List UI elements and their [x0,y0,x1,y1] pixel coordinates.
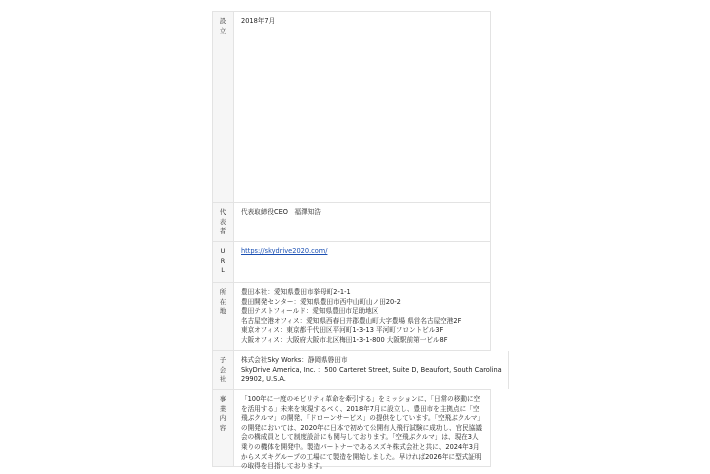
row-label [212,390,234,466]
established-date: 2018年7月 [241,17,276,25]
row-label [212,351,234,389]
row-established [212,12,491,203]
row-url [212,242,491,283]
label-char: U R L [220,247,226,274]
label-char: 事 業 内 容 [219,395,227,432]
row-label [212,203,234,241]
label-char: 子 会 社 [219,356,227,383]
row-label [212,12,234,202]
location-line: 豊田テストフィールド：愛知県豊田市足助地区 [241,307,379,316]
label-char: 設 立 [219,17,227,35]
row-value [234,12,491,202]
business-description: 「100年に一度のモビリティ革命を牽引する」をミッションに、「日常の移動に空を活用する」未来を実現するべく、2018年7月に設立し、豊田市を主拠点に「空飛ぶクルマ」の開発、「ドローンサービス」の提供をしています。「空飛ぶクルマ」の開発においては、2020年に日本で初めて公開有人飛行試験に成功し、官民協議会の構成員として制度設計にも関与しております。「空飛ぶクルマ」は、現在3人乗りの機体を開発中。製造パートナーであるスズキ株式会社と共に、2024年3月からスズキグループの工場にて製造を開始しました。早ければ2026年に型式証明の取得を目指しております。 [241,395,484,471]
row-value [234,203,491,241]
location-line: 豊田開発センター：愛知県豊田市西中山町山ノ田20-2 [241,297,401,306]
subsidiary-line: 株式会社Sky Works：静岡県磐田市 [241,356,348,364]
row-subsidiaries [212,351,502,390]
representative-name: 代表取締役CEO 福澤知浩 [241,208,321,216]
label-char: 所 在 地 [219,288,227,315]
subsidiary-line: 29902, U.S.A. [241,375,286,384]
company-url-link[interactable]: https://skydrive2020.com/ [241,247,328,255]
row-label [212,242,234,282]
row-business [212,390,491,471]
location-line: 大阪オフィス：大阪府大阪市北区梅田1-3-1-800 大阪駅前第一ビル8F [241,335,448,344]
subsidiary-line: SkyDrive America, Inc. ：500 Carteret Street, Suite D, Beaufort, South Carolina [241,365,502,374]
row-label [212,283,234,350]
company-info-table [212,11,502,471]
row-value [234,351,509,389]
location-line: 名古屋空港オフィス：愛知県西春日井郡豊山町大字豊場 県営名古屋空港2F [241,316,462,325]
row-value [234,390,491,471]
location-line: 豊田本社：愛知県豊田市挙母町2-1-1 [241,288,351,296]
row-representative [212,203,491,242]
location-line: 東京オフィス：東京都千代田区平河町1-3-13 平河町フロントビル3F [241,326,444,335]
row-locations [212,283,491,351]
row-value [234,283,491,350]
label-char: 代 表 者 [219,208,227,235]
row-value [234,242,491,282]
